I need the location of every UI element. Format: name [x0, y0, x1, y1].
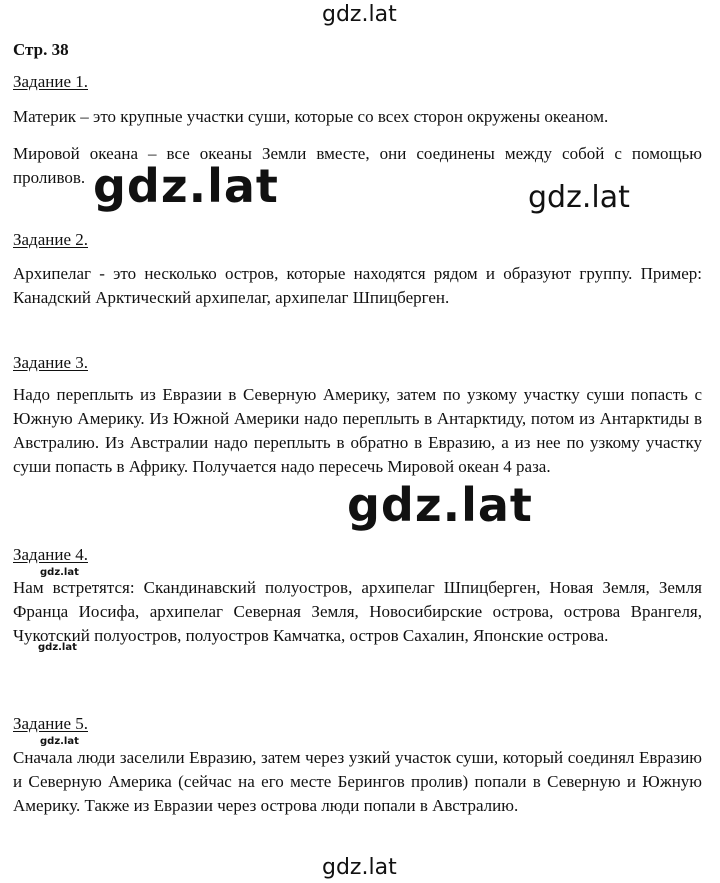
task-1-paragraph-1: Материк – это крупные участки суши, которые со всех сторон окружены океаном. [13, 107, 609, 126]
watermark-top: gdz.lat [322, 2, 397, 27]
task-4-heading: Задание 4. [13, 545, 88, 564]
task-2-paragraph: Архипелаг - это несколько остров, которые находятся рядом и образуют группу. Пример: Канадский Арктический архипелаг, архипелаг Шпицберген. [13, 264, 702, 307]
page-title: Стр. 38 [13, 40, 69, 59]
watermark-bottom: gdz.lat [322, 855, 397, 880]
watermark-medium-right: gdz.lat [528, 180, 630, 215]
watermark-small: gdz.lat [38, 642, 77, 653]
watermark-small: gdz.lat [40, 567, 79, 578]
task-3-heading: Задание 3. [13, 353, 88, 372]
task-5-heading: Задание 5. [13, 714, 88, 733]
watermark-small: gdz.lat [40, 736, 79, 747]
task-1-heading: Задание 1. [13, 72, 88, 91]
task-2-heading: Задание 2. [13, 230, 88, 249]
task-1-paragraph-2: Мировой океана – все океаны Земли вместе, они соединены между собой с помощью проливов. [13, 144, 702, 187]
watermark-large-left: gdz.lat [93, 159, 279, 213]
task-4-paragraph: Нам встретятся: Скандинавский полуостров, архипелаг Шпицберген, Новая Земля, Земля Франца Иосифа, архипелаг Северная Земля, Новосибирские острова, острова Врангеля, Чукотский полуостров, полуостров Камчатка, остров Сахалин, Японские острова. [13, 578, 702, 645]
task-5-paragraph: Сначала люди заселили Евразию, затем через узкий участок суши, который соединял Евразию и Северную Америка (сейчас на его месте Берингов пролив) попали в Северную и Южную Америку. Также из Евразии через острова люди попали в Австралию. [13, 748, 702, 815]
task-3-paragraph: Надо переплыть из Евразии в Северную Америку, затем по узкому участку суши попасть с Южную Америку. Из Южной Америки надо переплыть в Антарктиду, потом из Антарктиды в Австралию. Из Австралии надо переплыть в обратно в Евразию, а из нее по узкому участку суши попасть в Африку. Получается надо пересечь Мировой океан 4 раза. [13, 385, 702, 476]
watermark-large-center: gdz.lat [347, 478, 533, 532]
